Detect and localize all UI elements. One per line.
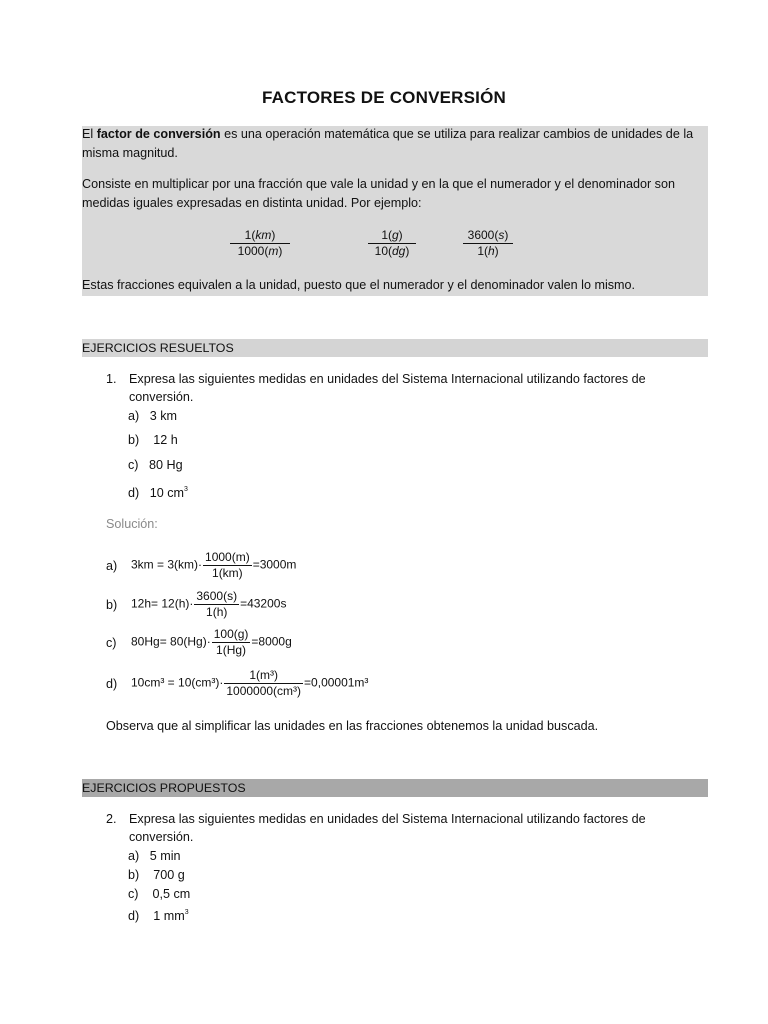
exercise-1-statement-line2: conversión. — [129, 390, 194, 404]
solution-c-letter: c) — [106, 636, 117, 650]
exercise-1-statement-line1: Expresa las siguientes medidas en unidades del Sistema Internacional utilizando factores de — [129, 372, 646, 386]
exercise-1-item-b: b) 12 h — [128, 433, 178, 447]
exercise-2-item-c: c) 0,5 cm — [128, 887, 191, 901]
intro-p1-rest: es una operación matemática que se utiliza para realizar cambios de unidades de la — [220, 127, 694, 141]
exercise-1-number: 1. — [106, 372, 117, 386]
intro-p2-line1: Consiste en multiplicar por una fracción que vale la unidad y en la que el numerador y el denominador son — [82, 177, 675, 191]
intro-paragraph-1 — [82, 125, 708, 144]
example-fraction-1: $\frac{1(km)}{1000(m)}$ — [230, 228, 290, 259]
solution-b-equation: 12h= 12(h)· $\frac{3600(s)}{1(h)}$ =43200s — [131, 589, 287, 619]
observation-text: Observa que al simplificar las unidades en las fracciones obtenemos la unidad buscada. — [106, 719, 599, 733]
exercise-1-item-d: d) 10 $cm^3$ — [128, 486, 188, 500]
exercise-2-item-b: b) 700 g — [128, 868, 185, 882]
exercise-2-item-a: a) 5 min — [128, 849, 181, 863]
example-fraction-3: $\frac{3600(s)}{1(h)}$ — [463, 228, 513, 259]
exercise-2-statement-line1: Expresa las siguientes medidas en unidades del Sistema Internacional utilizando factores de — [129, 812, 646, 826]
solution-a-letter: a) — [106, 559, 118, 573]
solution-d-equation: 10cm³ = 10(cm³)· $\frac{\text{1(m³)}}{\text{1000000(cm³)}}$ =0,00001m³ — [131, 668, 369, 698]
intro-p1-prefix: El — [82, 127, 97, 141]
exercise-2-statement-line2: conversión. — [129, 830, 194, 844]
section-resueltos-title: EJERCICIOS RESUELTOS — [82, 341, 234, 355]
exercise-2-item-d: d) 1 $mm^3$ — [128, 909, 189, 923]
example-fraction-2: $\frac{1(g)}{10(dg)}$ — [368, 228, 416, 259]
intro-p2-line2: medidas iguales expresadas en distinta unidad. Por ejemplo: — [82, 196, 422, 210]
intro-p1-bold-term: factor de conversión — [96, 127, 221, 141]
section-propuestos-title: EJERCICIOS PROPUESTOS — [82, 781, 246, 795]
solution-label: Solución: — [106, 517, 158, 531]
solution-b-letter: b) — [106, 598, 118, 612]
solution-c-equation: 80Hg= 80(Hg)· $\frac{100(g)}{1(Hg)}$ =8000g — [131, 627, 292, 657]
section-propuestos-header — [82, 779, 708, 797]
solution-a-equation: 3km = 3(km)· $\frac{1000(m)}{1(km)}$ =3000m — [131, 550, 297, 580]
solution-d-letter: d) — [106, 677, 118, 691]
exercise-1-item-c: c) 80 Hg — [128, 458, 183, 472]
section-resueltos-header — [82, 339, 708, 357]
page-title: FACTORES DE CONVERSIÓN — [261, 88, 506, 107]
exercise-1-item-a: a) 3 km — [128, 409, 177, 423]
intro-p1-line2: misma magnitud. — [82, 146, 178, 160]
intro-p3: Estas fracciones equivalen a la unidad, puesto que el numerador y el denominador valen lo mismo. — [82, 278, 636, 292]
exercise-2-number: 2. — [106, 812, 117, 826]
